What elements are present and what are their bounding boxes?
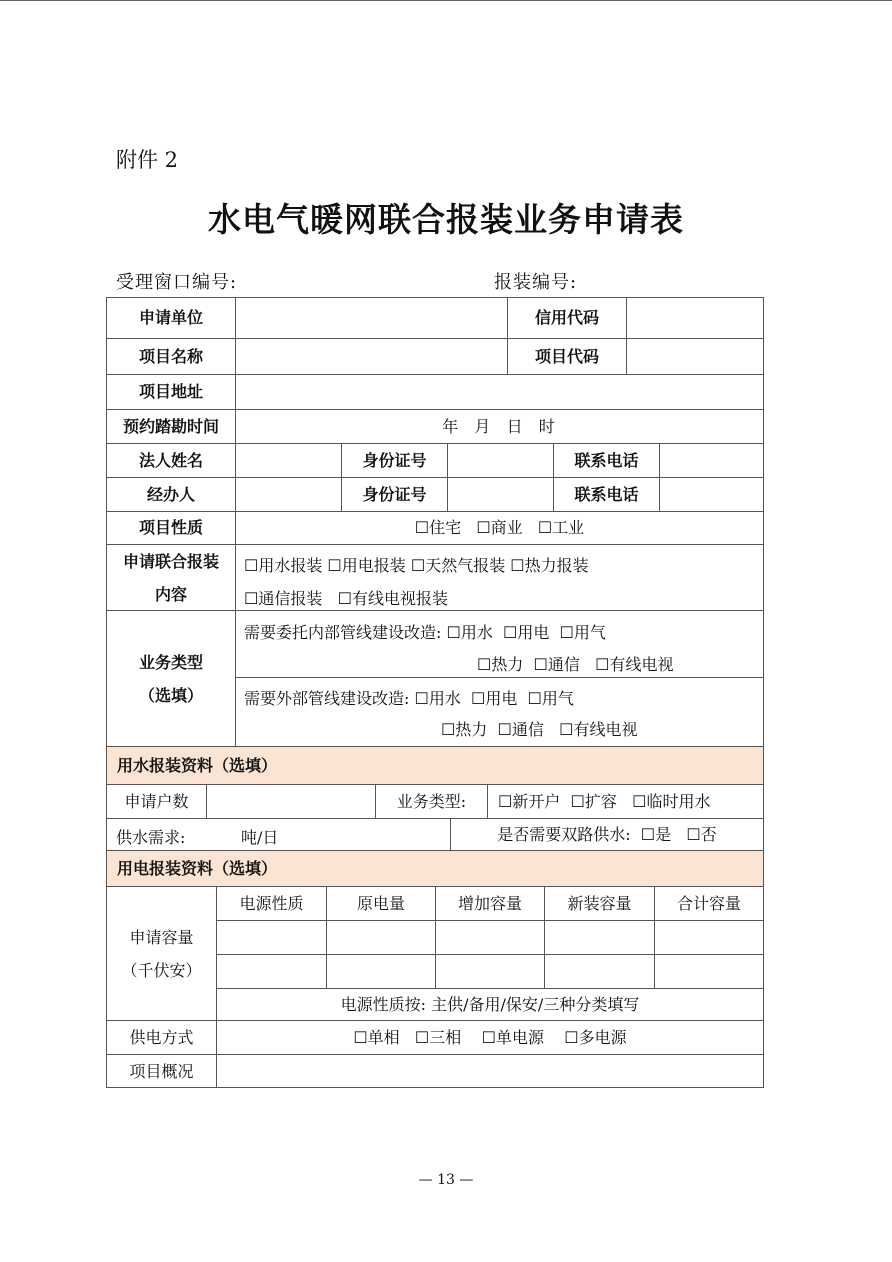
external-pipeline-line2[interactable]: ☐热力 ☐通信 ☐有线电视 (441, 720, 638, 739)
cap-row2-added[interactable] (435, 954, 544, 988)
external-pipeline-line1[interactable]: 需要外部管线建设改造: ☐用水 ☐用电 ☐用气 (244, 689, 574, 708)
handler-phone-input[interactable] (659, 477, 763, 511)
nature-label: 项目性质 (106, 511, 235, 544)
overview-label: 项目概况 (106, 1054, 216, 1088)
project-code-label: 项目代码 (507, 338, 626, 374)
cap-header-source: 电源性质 (216, 886, 326, 920)
capacity-note: 电源性质按: 主供/备用/保安/三种分类填写 (216, 988, 763, 1020)
table-bottom-border (106, 1087, 764, 1088)
btype-label-line2: （选填） (138, 685, 203, 705)
top-rule (0, 0, 892, 1)
water-demand-label: 供水需求: (116, 828, 186, 847)
joint-options-line1[interactable]: ☐用水报装 ☐用电报装 ☐天然气报装 ☐热力报装 (244, 556, 589, 575)
joint-content-label (106, 544, 235, 610)
capacity-label-line1: 申请容量 (129, 927, 194, 947)
handler-id-input[interactable] (447, 477, 553, 511)
internal-pipeline-line1[interactable]: 需要委托内部管线建设改造: ☐用水 ☐用电 ☐用气 (244, 623, 606, 642)
cap-header-total: 合计容量 (654, 886, 763, 920)
credit-code-label: 信用代码 (507, 297, 626, 338)
capacity-label (106, 886, 216, 1020)
form-title: 水电气暖网联合报装业务申请表 (208, 200, 684, 239)
capacity-label-line2: （千伏安） (121, 960, 202, 980)
handler-phone-label: 联系电话 (553, 477, 659, 511)
water-business-type-options[interactable]: ☐新开户 ☐扩容 ☐临时用水 (487, 784, 763, 818)
legal-id-label: 身份证号 (341, 443, 447, 477)
cap-row1-total[interactable] (654, 920, 763, 954)
applicant-label: 申请单位 (106, 297, 235, 338)
legal-name-label: 法人姓名 (106, 443, 235, 477)
supply-mode-label: 供电方式 (106, 1020, 216, 1054)
handler-input[interactable] (235, 477, 341, 511)
joint-label-line2: 内容 (154, 584, 187, 604)
water-business-type-label: 业务类型: (375, 784, 487, 818)
cap-row2-source[interactable] (216, 954, 326, 988)
cap-header-added: 增加容量 (435, 886, 544, 920)
credit-code-input[interactable] (626, 297, 763, 338)
cap-row2-new[interactable] (544, 954, 654, 988)
handler-id-label: 身份证号 (341, 477, 447, 511)
overview-input[interactable] (216, 1054, 763, 1088)
joint-options-line2[interactable]: ☐通信报装 ☐有线电视报装 (244, 589, 448, 608)
applicant-input[interactable] (235, 297, 507, 338)
legal-phone-input[interactable] (659, 443, 763, 477)
btype-label-line1: 业务类型 (138, 652, 203, 672)
legal-id-input[interactable] (447, 443, 553, 477)
cap-row1-source[interactable] (216, 920, 326, 954)
cap-row1-original[interactable] (326, 920, 435, 954)
legal-name-input[interactable] (235, 443, 341, 477)
survey-time-label: 预约踏勘时间 (106, 409, 235, 443)
nature-options[interactable]: ☐住宅 ☐商业 ☐工业 (235, 511, 763, 544)
cap-row2-original[interactable] (326, 954, 435, 988)
internal-pipeline-line2[interactable]: ☐热力 ☐通信 ☐有线电视 (477, 655, 674, 674)
supply-mode-options[interactable]: ☐单相 ☐三相 ☐单电源 ☐多电源 (216, 1020, 763, 1054)
cap-header-new: 新装容量 (544, 886, 654, 920)
legal-phone-label: 联系电话 (553, 443, 659, 477)
cap-row1-added[interactable] (435, 920, 544, 954)
households-label: 申请户数 (106, 784, 206, 818)
window-number-label: 受理窗口编号: (116, 272, 238, 293)
cap-row2-total[interactable] (654, 954, 763, 988)
handler-label: 经办人 (106, 477, 235, 511)
cap-header-original: 原电量 (326, 886, 435, 920)
page-number: — 13 — (418, 1172, 474, 1188)
water-section-header: 用水报装资料（选填） (106, 746, 763, 784)
cap-row1-new[interactable] (544, 920, 654, 954)
project-name-label: 项目名称 (106, 338, 235, 374)
survey-time-value[interactable]: 年 月 日 时 (235, 409, 763, 443)
project-address-label: 项目地址 (106, 374, 235, 409)
table-right-border (763, 297, 764, 1088)
project-code-input[interactable] (626, 338, 763, 374)
households-input[interactable] (206, 784, 375, 818)
project-address-input[interactable] (235, 374, 763, 409)
dual-supply-options[interactable]: 是否需要双路供水: ☐是 ☐否 (450, 818, 763, 850)
water-demand-unit[interactable]: 吨/日 (241, 828, 279, 847)
apply-number-label: 报装编号: (494, 272, 578, 293)
joint-label-line1: 申请联合报装 (122, 551, 219, 571)
business-type-label (106, 610, 235, 746)
power-section-header: 用电报装资料（选填） (106, 850, 763, 886)
project-name-input[interactable] (235, 338, 507, 374)
attachment-label: 附件 2 (116, 148, 179, 172)
